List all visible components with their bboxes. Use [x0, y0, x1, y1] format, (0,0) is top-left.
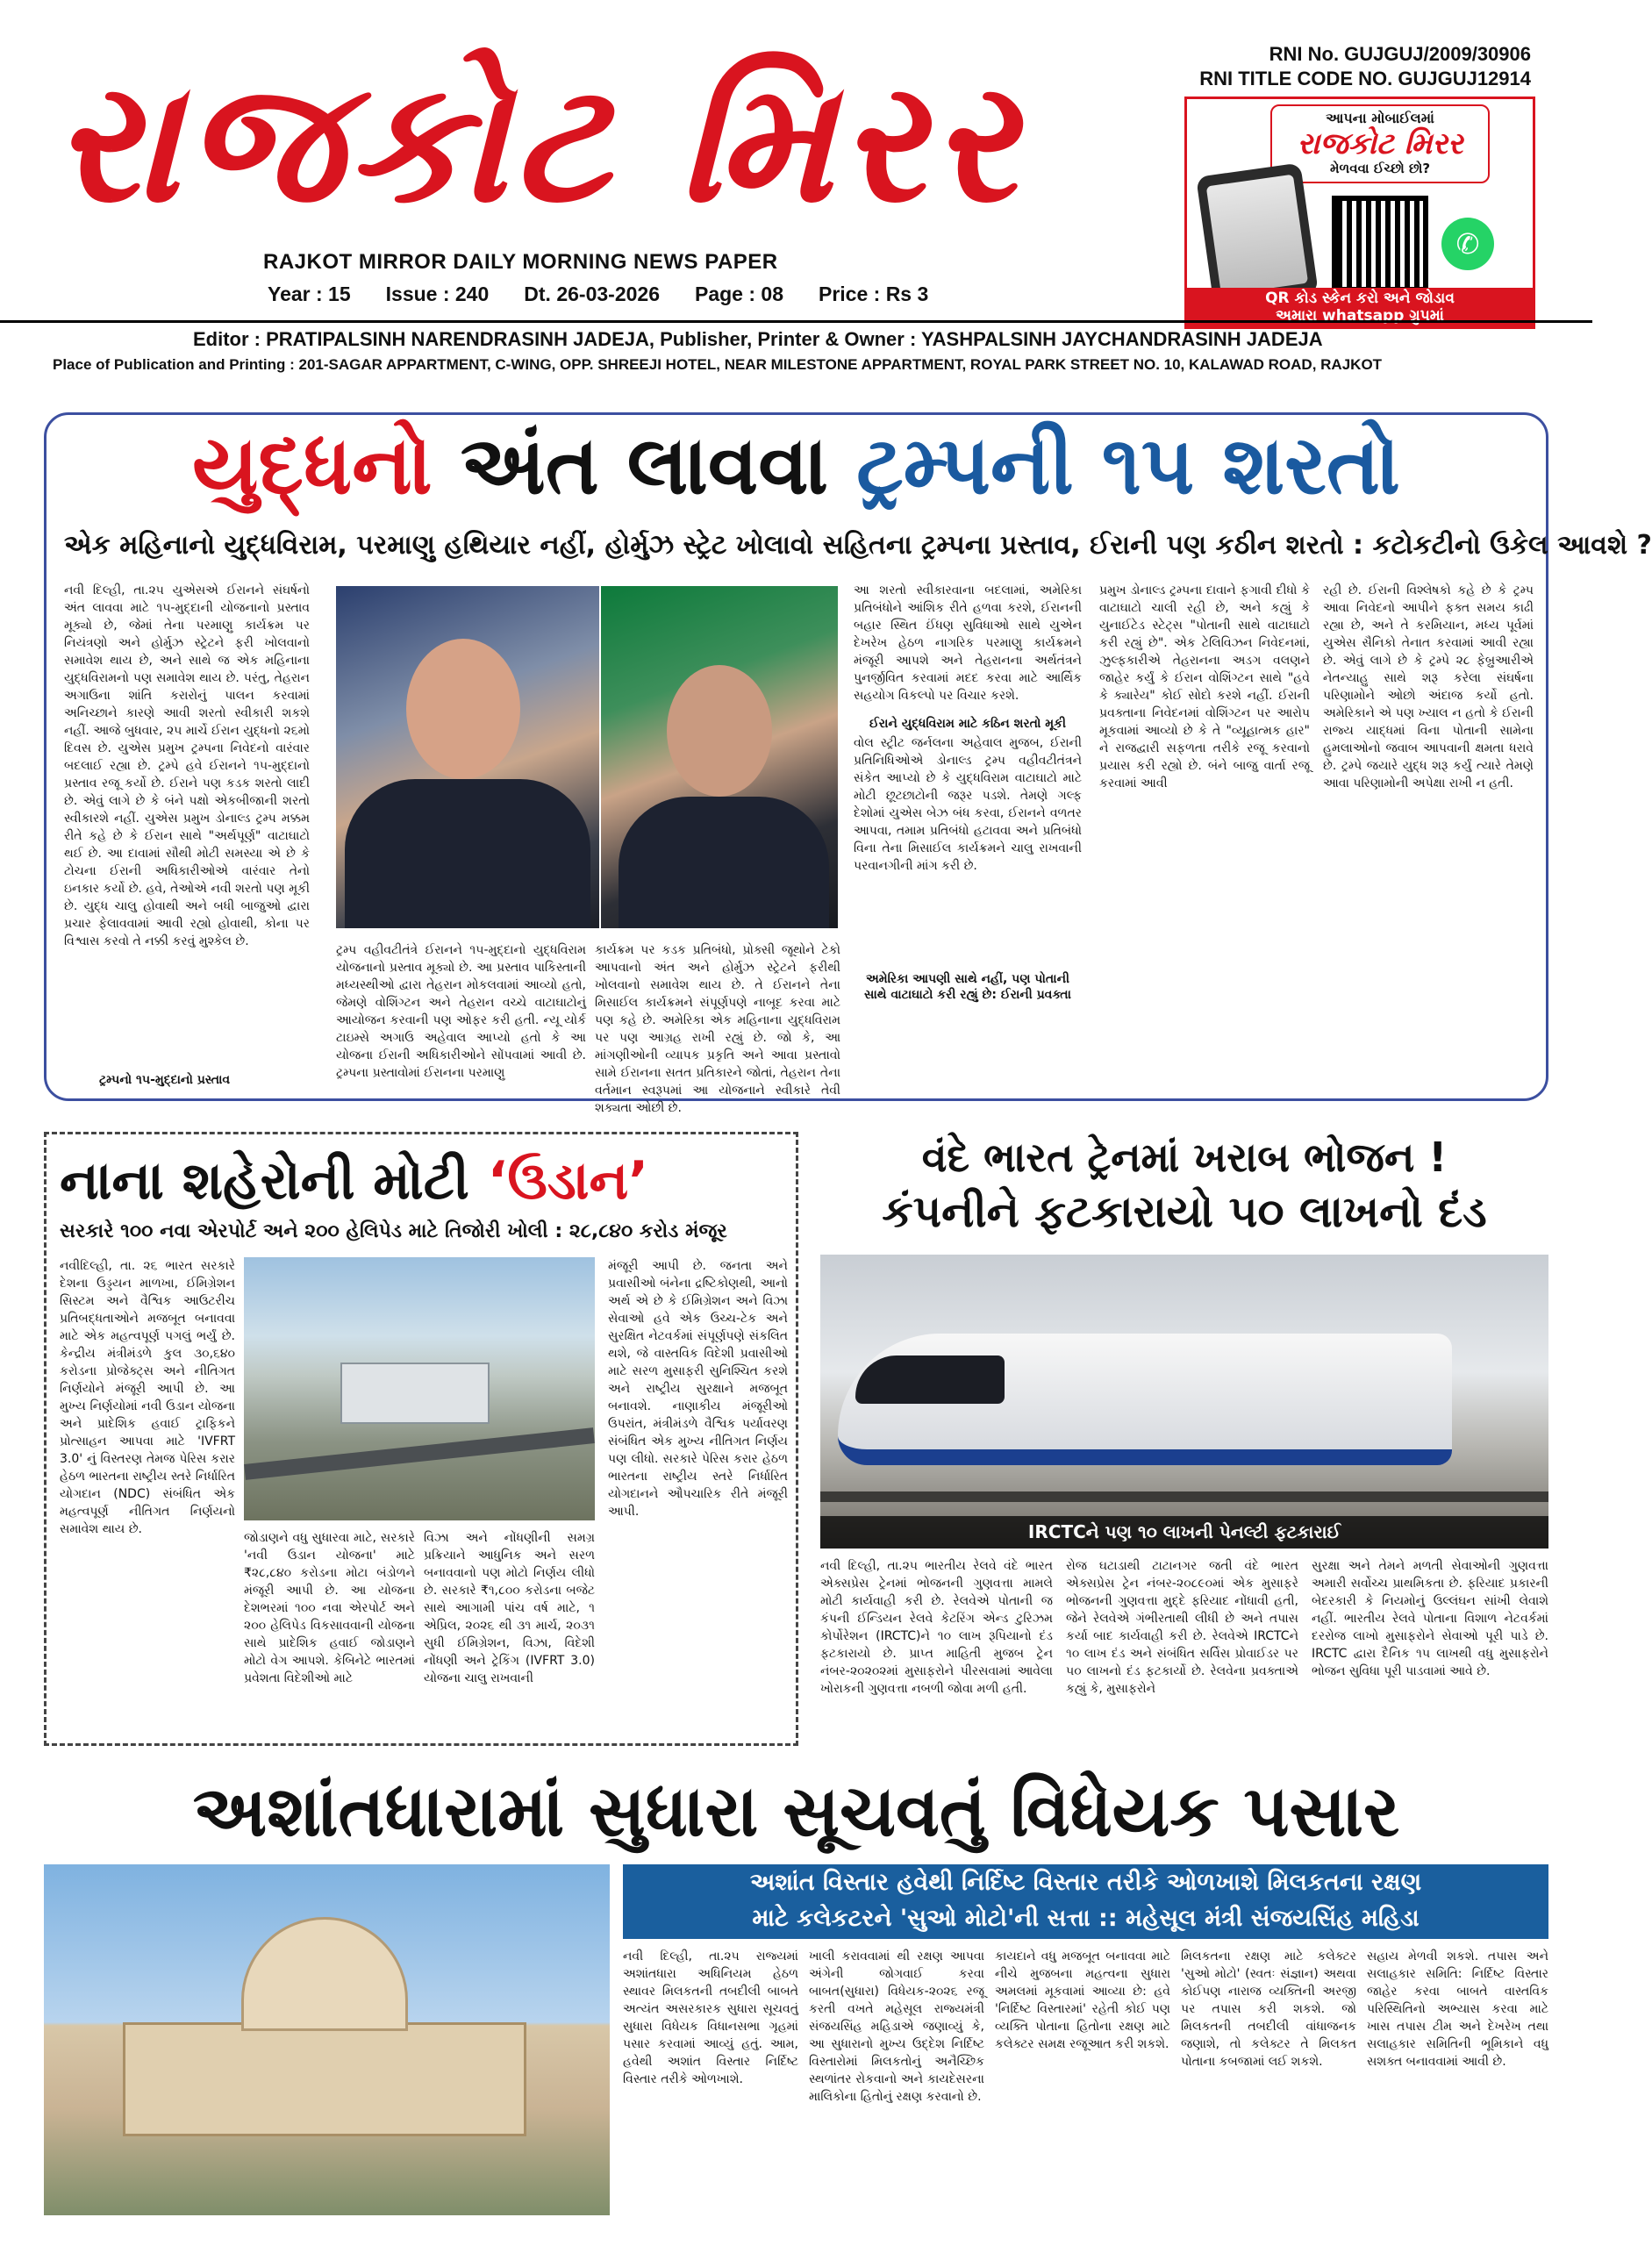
lead-story: [44, 412, 1652, 1115]
ashantdhara-column-3: કાયદાને વધુ મજબૂત બનાવવા માટે નીચે મુજબના મહત્વના સુધારા અમલમાં મૂકવામાં આવ્યા છે: હવે 'નિર્દિષ્ટ વિસ્તારમાં' રહેતી કોઈ પણ વ્યક્તિ પોતાના હિતોના રક્ષણ માટે કલેક્ટર સમક્ષ રજૂઆત કરી શકશે.: [995, 1949, 1170, 2051]
year: Year : 15: [268, 283, 351, 305]
phone-image: [1196, 162, 1319, 307]
ashantdhara-column-2: ખાલી કરાવવામાં થી રક્ષણ આપવા અંગેની જોગવાઈ કરવા બાબત(સુધારા) વિધેયક-૨૦૨૬ રજૂ કરતી વખતે મહેસૂલ રાજ્યમંત્રી સંજયસિંહ મહિડાએ જણાવ્યું કે, આ સુધારાનો મુખ્ય ઉદ્દેશ નિર્દિષ્ટ વિસ્તારોમાં મિલકતોનું અનૈચ્છિક સ્થળાંતર રોકવાનો અને કાયદેસરના માલિકોના હિતોનું રક્ષણ કરવાનો છે.: [809, 1949, 984, 2104]
ashantdhara-column-5: સહાય મેળવી શકશે. તપાસ અને સલાહકાર સમિતિ: નિર્દિષ્ટ વિસ્તાર જાહેર કરવા બાબતે વાસ્તવિક પરિસ્થિતિનો અભ્યાસ કરવા માટે ખાસ તપાસ ટીમ અને દેખરેખ તથા સલાહકાર સમિતિની ભૂમિકાને વધુ સશક્ત બનાવવામાં આવી છે.: [1367, 1949, 1548, 2069]
vidhan-sabha-photo: [44, 1864, 610, 2215]
lead-column-6: રહી છે. ઈરાની વિશ્લેષકો કહે છે કે ટ્રમ્પ આવા નિવેદનો આપીને ફક્ત સમય કાઢી રહ્યા છે, અને તે કરમિયાન, મધ્ય પૂર્વમાં યુએસ સૈનિકો તેનાત કરવામાં આવી રહ્યા છે. એવું લાગે છે કે ટ્રમ્પે ૨૮ ફેબ્રુઆરીએ નેતન્યાહુ સાથે શરૂ કરેલા સંઘર્ષના પરિણામોને ઓછો અંદાજ કર્યો હતો. અમેરિકાને એ પણ ખ્યાલ ન હતો કે ઈરાની રાજ્ય યાદ્ધમાં વિના પોતાની સામેના હુમલાઓનો જવાબ આપવાની ક્ષમતા ધરાવે છે. ટ્રમ્પે જયારે યુદ્ધ શરૂ કર્યું ત્યારે તેમણે આવા પરિણામોની અપેક્ષા રાખી ન હતી.: [1323, 583, 1534, 790]
qr-ad-line3: મેળવવા ઈચ્છો છો?: [1329, 161, 1431, 176]
credits: [0, 320, 1592, 374]
vande-headline-2: કંપનીને ફટકારાયો ૫૦ લાખનો દંડ: [882, 1186, 1487, 1237]
lead-column-5: પ્રમુખ ડોનાલ્ડ ટ્રમ્પના દાવાને ફગાવી દીધો કે વાટાઘાટો ચાલી રહી છે, અને કહ્યું કે યુનાઈટેડ સ્ટેટ્સ "પોતાની સાથે વાટાઘાટો કરી રહ્યું છે". એક ટેલિવિઝન નિવેદનમાં, ઝુલ્ફકારીએ તેહરાનના અડગ વલણને જાહેર કર્યું કે ઈરાન વોશિંગ્ટન સાથે "હવે કે ક્યારેય" કોઈ સોદો કરશે નહીં. ઈરાની પ્રવક્તાના નિવેદનમાં વોશિંગ્ટન પર આરોપ મૂકવામાં આવ્યો છે કે તે "વ્યૂહાત્મક હાર" ને રાજદ્વારી સફળતા તરીકે રજૂ કરવાનો પ્રયાસ કરી રહ્યો છે. બંને બાજુ વાર્તા રજૂ કરવામાં આવી: [1099, 583, 1310, 790]
lead-subhead: એક મહિનાનો યુદ્ધવિરામ, પરમાણુ હથિયાર નહીં, હોર્મુઝ સ્ટ્રેટ ખોલાવો સહિતના ટ્રમ્પના પ્રસ્તાવ, ઈરાની પણ કઠીન શરતો : કટોકટીનો ઉકેલ આવશે ?: [64, 530, 1652, 561]
publication-place: Place of Publication and Printing : 201-SAGAR APPARTMENT, C-WING, OPP. SHREEJI HOTEL, NEAR MILESTONE APPARTMENT, ROYAL PARK STREET NO. 10, KALAWAD ROAD, RAJKOT: [53, 356, 1383, 373]
udaan-column-4: મંજૂરી આપી છે. જનતા અને પ્રવાસીઓ બંનેના દ્રષ્ટિકોણથી, આનો અર્થ એ છે કે ઈમિગ્રેશન અને વિઝા સેવાઓ હવે એક ઉચ્ચ-ટેક અને સુરક્ષિત નેટવર્કમાં સંપૂર્ણપણે સંકલિત થશે, જે વાસ્તવિક વિદેશી પ્રવાસીઓ માટે સરળ મુસાફરી સુનિશ્ચિત કરશે અને રાષ્ટ્રીય સુરક્ષાને મજબૂત બનાવશે. નાણાકીય મંજૂરીઓ ઉપરાંત, મંત્રીમંડળે વૈશ્વિક પર્યાવરણ સંબંધિત એક મુખ્ય નીતિગત નિર્ણય પણ લીધો. સરકારે પેરિસ કરાર હેઠળ ભારતના રાષ્ટ્રીય સ્તરે નિર્ધારિત યોગદાનને ઔપચારિક રીતે મંજૂરી આપી.: [608, 1259, 788, 1519]
vande-column-2: રોજ ઘટાડાથી ટાટાનગર જતી વંદે ભારત એક્સપ્રેસ ટ્રેન નંબર-૨૦૮૯૦માં એક મુસાફરે ભોજનની ગુણવત્તા મુદ્દે ફરિયાદ નોંધાવી હતી, જેને રેલવેએ ગંભીરતાથી લીધી છે અને તપાસ કર્યા બાદ કાર્યવાહી કરી છે. રેલવેએ IRCTCને ૧૦ લાખ દંડ અને સંબંધિત સર્વિસ પ્રોવાઈડર પર ૫૦ લાખનો દંડ ફટકાર્યો છે. રેલવેના પ્રવક્તાએ કહ્યું કે, મુસાફરોને: [1066, 1559, 1298, 1696]
ashantdhara-column-4: મિલકતના રક્ષણ માટે કલેક્ટર 'સુઓ મોટો' (સ્વતઃ સંજ્ઞાન) અથવા કોઈપણ નારાજ વ્યક્તિની અરજી પર તપાસ કરી શકશે. જો મિલકતની તબદીલી વાંધાજનક જણાશે, તો કલેક્ટર તે મિલકત પોતાના કબજામાં લઈ શકશે.: [1181, 1949, 1356, 2069]
page-number: Page : 08: [694, 283, 783, 305]
masthead: [0, 0, 1592, 408]
issue-date: Dt. 26-03-2026: [524, 283, 660, 305]
udaan-headline: [60, 1150, 648, 1212]
issue-number: Issue : 240: [385, 283, 490, 305]
lead-headline: [46, 415, 1546, 516]
rni-block: [1199, 42, 1531, 91]
ashantdhara-column-1: નવી દિલ્હી, તા.૨૫ રાજ્યમાં અશાંતધારા અધિનિયમ હેઠળ સ્થાવર મિલકતની તબદીલી બાબતે અત્યંત અસરકારક સુધારા સૂચવતું સુધારા વિધેયક વિધાનસભા ગૃહમાં પસાર કરવામાં આવ્યું હતું. આમ, હવેથી અશાંત વિસ્તાર નિર્દિષ્ટ વિસ્તાર તરીકે ઓળખાશે.: [623, 1949, 798, 2086]
whatsapp-icon: ✆: [1441, 218, 1494, 270]
headline-blue: ટ્રમ્પની ૧૫ શરતો: [856, 418, 1400, 512]
issue-line: [268, 283, 928, 306]
vande-column-3: સુરક્ષા અને તેમને મળતી સેવાઓની ગુણવત્તા અમારી સર્વોચ્ચ પ્રાથમિકતા છે. ફરિયાદ પ્રકારની બેદરકારી કે નિયમોનું ઉલ્લંઘન સાંખી લેવાશે નહીં. ભારતીય રેલવે પોતાના વિશાળ નેટવર્કમાં દરરોજ લાખો મુસાફરોને સેવાઓ પૂરી પાડે છે. IRCTC દ્વારા દૈનિક ૧૫ લાખથી વધુ મુસાફરોને ભોજન સુવિધા પૂરી પાડવામાં આવે છે.: [1312, 1559, 1548, 1678]
udaan-column-3: વિઝા અને નોંધણીની સમગ્ર પ્રક્રિયાને આધુનિક અને સરળ બનાવવાનો પણ મોટો નિર્ણય લીધો છે. સરકારે ₹૧,૮૦૦ કરોડના બજેટ સાથે આગામી પાંચ વર્ષ માટે, ૧ એપ્રિલ, ૨૦૨૬ થી ૩૧ માર્ચ, ૨૦૩૧ સુધી ઈમિગ્રેશન, વિઝા, વિદેશી નોંધણી અને ટ્રેકિંગ (IVFRT 3.0) યોજના ચાલુ રાખવાની: [424, 1531, 595, 1685]
ashantdhara-banner: [623, 1864, 1548, 1939]
rni-title-code: RNI TITLE CODE NO. GUJGUJ12914: [1199, 68, 1531, 89]
headline-red: યુદ્ધનો: [192, 418, 433, 512]
udaan-story: [44, 1132, 798, 1746]
qr-ad-bottom1: QR કોડ સ્કેન કરો અને જોડાવ: [1265, 290, 1455, 307]
lead-column-4-text: આ શરતો સ્વીકારવાના બદલામાં, અમેરિકા પ્રતિબંધોને આંશિક રીતે હળવા કરશે, ઈરાનની બહાર સ્થિત ઈંધણ સુવિધાઓ સાથે યુએન દેખરેખ હેઠળ નાગરિક પરમાણુ કાર્યક્રમને મંજૂરી આપશે અને તેહરાનના અર્થતંત્રને પુનર્જીવિત કરવામાં મદદ કરવા માટે આર્થિક સહયોગ વિકલ્પો પર વિચાર કરશે.: [854, 583, 1082, 703]
ashantdhara-banner-line2: માટે કલેકટરને 'સુઓ મોટો'ની સત્તા :: મહેસૂલ મંત્રી સંજયસિંહ મહિડા: [752, 1905, 1420, 1932]
price: Price : Rs 3: [818, 283, 929, 305]
vande-bharat-train-photo: [820, 1255, 1548, 1549]
ashantdhara-headline: અશાંતધારામાં સુધારા સૂચવતું વિધેયક પસાર: [192, 1770, 1400, 1852]
vande-headline-1: વંદે ભારત ટ્રેનમાં ખરાબ ભોજન !: [921, 1134, 1448, 1181]
qr-whatsapp-ad[interactable]: [1184, 97, 1535, 329]
editor-line: Editor : PRATIPALSINH NARENDRASINH JADEJA, Publisher, Printer & Owner : YASHPALSINH JAYCHANDRASINH JADEJA: [193, 328, 1323, 350]
rni-number: RNI No. GUJGUJ/2009/30906: [1269, 43, 1531, 65]
udaan-subhead: સરકારે ૧૦૦ નવા એરપોર્ટ અને ૨૦૦ હેલિપેડ માટે તિજોરી ખોલી : ૨૮,૮૪૦ કરોડ મંજૂર: [60, 1220, 727, 1242]
lead-column-2: ટ્રમ્પ વહીવટીતંત્રે ઈરાનને ૧૫-મુદ્દાનો યુદ્ધવિરામ યોજનાનો પ્રસ્તાવ મૂક્યો છે. આ પ્રસ્તાવ પાકિસ્તાની મધ્યસ્થીઓ દ્વારા તેહરાન મોકલવામાં આવ્યો હતો, જેમણે વોશિંગ્ટન અને તેહરાન વચ્ચે વાટાઘાટોનું આયોજન કરવાની પણ ઓફર કરી હતી. ન્યૂ યોર્ક ટાઇમ્સે અગાઉ અહેવાલ આપ્યો હતો કે આ યોજના ઈરાની અધિકારીઓને સોંપવામાં આવી છે. ટ્રમ્પના પ્રસ્તાવોમાં ઈરાનના પરમાણુ: [336, 943, 586, 1080]
udaan-column-1: નવીદિલ્હી, તા. ૨૬ ભારત સરકારે દેશના ઉડ્ડયન માળખા, ઈમિગ્રેશન સિસ્ટમ અને વૈશ્વિક આઉટરીચ પ્રતિબદ્ધતાઓને મજબૂત બનાવવા માટે એક મહત્વપૂર્ણ પગલું ભર્યું છે. કેન્દ્રીય મંત્રીમંડળે કુલ ૩૦,૬૪૦ કરોડના પ્રોજેક્ટ્સ અને નીતિગત નિર્ણયોને મંજૂરી આપી છે. આ મુખ્ય નિર્ણયોમાં નવી ઉડાન યોજના અને પ્રાદેશિક હવાઈ ટ્રાફિકને પ્રોત્સાહન આપવા માટે 'IVFRT 3.0' નું વિસ્તરણ તેમજ પેરિસ કરાર હેઠળ ભારતના રાષ્ટ્રીય સ્તરે નિર્ધારિત યોગદાન (NDC) સંબંધિત એક મહત્વપૂર્ણ નીતિગત નિર્ણયનો સમાવેશ થાય છે.: [60, 1259, 235, 1536]
train-photo-caption: IRCTCને પણ ૧૦ લાખની પેનલ્ટી ફટકારાઈ: [820, 1516, 1548, 1549]
udaan-headline-red: ‘ઉડાન’: [487, 1150, 649, 1212]
newspaper-subtitle: RAJKOT MIRROR DAILY MORNING NEWS PAPER: [263, 250, 778, 274]
lead-column-4: [854, 582, 1082, 1091]
qr-ad-line2: રાજકોટ મિરર: [1297, 126, 1463, 161]
lead-column-4-heading: ઈરાને યુદ્ધવિરામ માટે કઠિન શરતો મૂકી: [869, 717, 1067, 731]
headline-black: અંત લાવવા: [432, 418, 857, 512]
qr-ad-line1: આપના મોબાઈલમાં: [1326, 110, 1434, 126]
vande-column-1: નવી દિલ્હી, તા.૨૫ ભારતીય રેલવે વંદે ભારત એક્સપ્રેસ ટ્રેનમાં ભોજનની ગુણવત્તા મામલે મોટી કાર્યવાહી કરી છે. રેલવેએ પોતાની જ કંપની ઈન્ડિયન રેલવે કેટરિંગ એન્ડ ટુરિઝમ કોર્પોરેશન (IRCTC)ને ૧૦ લાખ રૂપિયાનો દંડ ફટકારાયો છે. પ્રાપ્ત માહિતી મુજબ ટ્રેન નંબર-૨૦૨૦૨માં મુસાફરોને પીરસવામાં આવેલા ખોરાકની ગુણવત્તા નબળી જોવા મળી હતી.: [820, 1559, 1053, 1696]
udaan-column-2: જોડાણને વધુ સુધારવા માટે, સરકારે 'નવી ઉડાન યોજના' માટે ₹૨૮,૮૪૦ કરોડના મોટા બંડોળને મંજૂરી આપી છે. આ યોજના દેશભરમાં ૧૦૦ નવા એરપોર્ટ અને ૨૦૦ હેલિપેડ વિકસાવવાની યોજના સાથે પ્રાદેશિક હવાઈ જોડાણને મોટો વેગ આપશે. કેબિનેટે ભારતમાં પ્રવેશતા વિદેશીઓ માટે: [244, 1531, 415, 1685]
qr-ad-bottom2: અમારા whatsapp ગ્રુપમાં: [1276, 307, 1444, 325]
qr-code-icon[interactable]: [1332, 196, 1428, 292]
lead-column-4b-text: વોલ સ્ટ્રીટ જર્નલના અહેવાલ મુજબ, ઈરાની પ્રતિનિધિઓએ ડોનાલ્ડ ટ્રમ્પ વહીવટીતંત્રને સંકેત આપ્યો છે કે યુદ્ધવિરામ વાટાઘાટો માટે મોટી છૂટછાટોની જરૂર પડશે. તેમણે ગલ્ફ દેશોમાં યુએસ બેઝ બંધ કરવા, ઈરાનને વળતર આપવા, તમામ પ્રતિબંધો હટાવવા અને પ્રતિબંધો વિના તેના મિસાઈલ કાર્યક્રમને ચાલુ રાખવાની પરવાનગીની માંગ કરી છે.: [854, 736, 1082, 873]
lead-column-4-heading2: અમેરિકા આપણી સાથે નહીં, પણ પોતાની સાથે વાટાઘાટો કરી રહ્યું છે: ઈરાની પ્રવક્તા: [864, 972, 1071, 1002]
newspaper-logo: રાજકોટ મિરર: [53, 44, 1022, 240]
airport-photo: [244, 1257, 595, 1520]
lead-column-1: નવી દિલ્હી, તા.૨૫ યુએસએ ઈરાનને સંઘર્ષનો અંત લાવવા માટે ૧૫-મુદ્દાની યોજનાનો પ્રસ્તાવ મૂક્યો છે, જેમાં તેના પરમાણુ કાર્યક્રમ પર નિયંત્રણો અને હોર્મુઝ સ્ટ્રેટને ફરી ખોલવાનો સમાવેશ થાય છે, અને સાથે જ એક મહિનાના યુદ્ધવિરામનો પણ સમાવેશ થાય છે. પરંતુ, તેહરાન અગાઉના શાંતિ કરારોનું પાલન કરવામાં અનિચ્છાને કારણે આવી શરતો સ્વીકારી શકશે નહીં. આજે બુધવાર, ૨૫ માર્ચે ઈરાન યુદ્ધનો ૨૬મો દિવસ છે. યુએસ પ્રમુખ ટ્રમ્પના નિવેદનો વારંવાર બદલાઈ રહ્યા છે. ટ્રમ્પે હવે ઈરાનને ૧૫-મુદ્દાનો પ્રસ્તાવ રજૂ કર્યો છે. ઈરાને પણ કડક શરતો લાદી છે. એવું લાગે છે કે બંને પક્ષો એકબીજાની શરતો સ્વીકારશે નહીં. યુએસ પ્રમુખ ડોનાલ્ડ ટ્રમ્પ મક્કમ રીતે કહે છે કે ઈરાન સાથે "અર્થપૂર્ણ" વાટાઘાટો થઈ છે. આ દાવામાં સૌથી મોટી સમસ્યા એ છે કે ટોચના ઈરાની અધિકારીઓએ વારંવાર તેનો ઇનકાર કર્યો છે. હવે, તેઓએ નવી શરતો પણ મૂકી છે. યુદ્ધ ચાલુ હોવાથી અને બધી બાજુઓ દ્વારા પ્રચાર ફેલાવવામાં આવી રહ્યો હોવાથી, કોના પર વિશ્વાસ કરવો તે નક્કી કરવું મુશ્કેલ છે.: [64, 583, 310, 948]
lead-column-3: કાર્યક્રમ પર કડક પ્રતિબંધો, પ્રોક્સી જૂથોને ટેકો આપવાનો અંત અને હોર્મુઝ સ્ટ્રેટને ફરીથી ખોલવાનો સમાવેશ થાય છે. તે ઈરાનને તેના મિસાઈલ કાર્યક્રમને સંપૂર્ણપણે નાબૂદ કરવા માટે પણ કહે છે. અમેરિકા એક મહિનાના યુદ્ધવિરામ પર પણ આગ્રહ રાખી રહ્યું છે. જો કે, આ માંગણીઓની વ્યાપક પ્રકૃતિ અને આવા પ્રસ્તાવો સામે ઈરાનના સતત પ્રતિકારને જોતાં, તેહરાન તેના વર્તમાન સ્વરૂપમાં આ યોજનાને સ્વીકારે તેવી શક્યતા ઓછી છે.: [595, 943, 840, 1115]
iran-official-photo: [601, 586, 838, 928]
udaan-headline-black: નાના શહેરોની મોટી: [60, 1150, 488, 1212]
qr-ad-header: [1270, 104, 1490, 183]
lead-column-1-footer: ટ્રમ્પનો ૧૫-મુદ્દાનો પ્રસ્તાવ: [99, 1073, 231, 1087]
trump-photo: [336, 586, 599, 928]
ashantdhara-banner-line1: અશાંત વિસ્તાર હવેથી નિર્દિષ્ટ વિસ્તાર તરીકે ઓળખાશે મિલકતના રક્ષણ: [749, 1869, 1422, 1896]
